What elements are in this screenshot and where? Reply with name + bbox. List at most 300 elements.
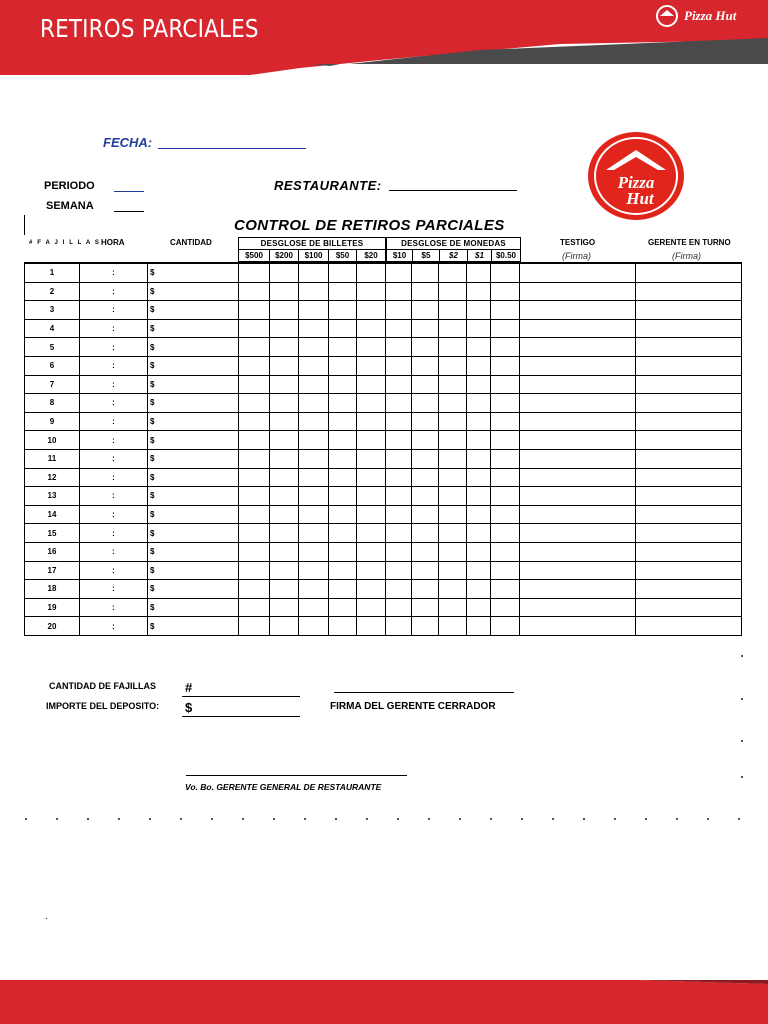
cantidad-cell[interactable]: $ <box>148 468 239 487</box>
moneda-cell[interactable] <box>467 301 491 320</box>
cantidad-cell[interactable]: $ <box>148 561 239 580</box>
moneda-cell[interactable] <box>491 338 520 357</box>
hora-cell[interactable]: : <box>80 356 148 375</box>
moneda-cell[interactable] <box>467 394 491 413</box>
moneda-cell[interactable] <box>491 412 520 431</box>
billete-cell[interactable] <box>329 598 357 617</box>
billete-cell[interactable] <box>270 449 299 468</box>
billete-cell[interactable] <box>329 412 357 431</box>
fajillas-field[interactable] <box>182 696 300 697</box>
moneda-10: $10 <box>387 250 413 262</box>
guide-dot <box>242 818 244 820</box>
testigo-cell[interactable] <box>520 617 636 636</box>
billete-cell[interactable] <box>270 431 299 450</box>
billete-cell[interactable] <box>357 561 386 580</box>
cantidad-cell[interactable]: $ <box>148 449 239 468</box>
testigo-cell[interactable] <box>520 449 636 468</box>
moneda-cell[interactable] <box>412 617 439 636</box>
billete-cell[interactable] <box>239 263 270 282</box>
billete-cell[interactable] <box>357 394 386 413</box>
billete-cell[interactable] <box>357 487 386 506</box>
moneda-cell[interactable] <box>491 542 520 561</box>
billete-cell[interactable] <box>357 412 386 431</box>
billete-cell[interactable] <box>329 431 357 450</box>
hora-cell[interactable]: : <box>80 449 148 468</box>
moneda-cell[interactable] <box>386 319 412 338</box>
moneda-cell[interactable] <box>439 263 467 282</box>
gerente-cell[interactable] <box>636 561 742 580</box>
moneda-cell[interactable] <box>439 301 467 320</box>
gerente-cell[interactable] <box>636 431 742 450</box>
billete-cell[interactable] <box>299 282 329 301</box>
moneda-cell[interactable] <box>412 338 439 357</box>
moneda-1: $1 <box>468 250 492 262</box>
guide-dot <box>490 818 492 820</box>
billete-cell[interactable] <box>357 449 386 468</box>
gerente-cell[interactable] <box>636 542 742 561</box>
vobo-line[interactable] <box>186 775 407 776</box>
billete-cell[interactable] <box>329 468 357 487</box>
moneda-cell[interactable] <box>412 356 439 375</box>
moneda-cell[interactable] <box>439 338 467 357</box>
moneda-cell[interactable] <box>412 524 439 543</box>
billete-cell[interactable] <box>270 319 299 338</box>
billete-cell[interactable] <box>357 580 386 599</box>
moneda-cell[interactable] <box>412 394 439 413</box>
gerente-cell[interactable] <box>636 505 742 524</box>
gerente-cell[interactable] <box>636 617 742 636</box>
moneda-cell[interactable] <box>386 617 412 636</box>
moneda-cell[interactable] <box>491 431 520 450</box>
billete-cell[interactable] <box>299 375 329 394</box>
moneda-cell[interactable] <box>491 524 520 543</box>
gerente-cell[interactable] <box>636 598 742 617</box>
row-number: 7 <box>25 375 80 394</box>
moneda-cell[interactable] <box>439 542 467 561</box>
testigo-cell[interactable] <box>520 561 636 580</box>
deposito-field[interactable] <box>182 716 300 717</box>
moneda-cell[interactable] <box>386 561 412 580</box>
moneda-cell[interactable] <box>491 356 520 375</box>
moneda-cell[interactable] <box>412 431 439 450</box>
cantidad-cell[interactable]: $ <box>148 598 239 617</box>
moneda-cell[interactable] <box>439 598 467 617</box>
moneda-cell[interactable] <box>439 375 467 394</box>
moneda-cell[interactable] <box>491 617 520 636</box>
moneda-cell[interactable] <box>467 263 491 282</box>
moneda-cell[interactable] <box>491 301 520 320</box>
hora-cell[interactable]: : <box>80 487 148 506</box>
moneda-cell[interactable] <box>467 487 491 506</box>
billete-cell[interactable] <box>270 338 299 357</box>
billete-cell[interactable] <box>329 301 357 320</box>
restaurante-field[interactable] <box>389 190 517 191</box>
cantidad-cell[interactable]: $ <box>148 524 239 543</box>
moneda-cell[interactable] <box>491 505 520 524</box>
billete-cell[interactable] <box>329 375 357 394</box>
billete-cell[interactable] <box>270 375 299 394</box>
semana-field[interactable] <box>114 211 144 212</box>
moneda-cell[interactable] <box>439 394 467 413</box>
moneda-cell[interactable] <box>412 263 439 282</box>
billete-cell[interactable] <box>329 319 357 338</box>
moneda-cell[interactable] <box>386 487 412 506</box>
billete-cell[interactable] <box>357 617 386 636</box>
billete-cell[interactable] <box>299 561 329 580</box>
billete-cell[interactable] <box>299 542 329 561</box>
gerente-cell[interactable] <box>636 487 742 506</box>
moneda-cell[interactable] <box>412 375 439 394</box>
moneda-cell[interactable] <box>467 617 491 636</box>
billete-cell[interactable] <box>270 524 299 543</box>
testigo-cell[interactable] <box>520 375 636 394</box>
billete-cell[interactable] <box>239 468 270 487</box>
billete-cell[interactable] <box>299 338 329 357</box>
gerente-cell[interactable] <box>636 282 742 301</box>
moneda-cell[interactable] <box>467 338 491 357</box>
billete-cell[interactable] <box>239 394 270 413</box>
billete-cell[interactable] <box>239 561 270 580</box>
moneda-cell[interactable] <box>386 263 412 282</box>
billete-cell[interactable] <box>329 449 357 468</box>
billete-cell[interactable] <box>299 468 329 487</box>
moneda-cell[interactable] <box>491 468 520 487</box>
hora-cell[interactable]: : <box>80 301 148 320</box>
billete-cell[interactable] <box>239 524 270 543</box>
moneda-cell[interactable] <box>467 561 491 580</box>
moneda-cell[interactable] <box>467 282 491 301</box>
moneda-cell[interactable] <box>386 449 412 468</box>
moneda-cell[interactable] <box>491 375 520 394</box>
testigo-cell[interactable] <box>520 505 636 524</box>
cantidad-cell[interactable]: $ <box>148 617 239 636</box>
billete-cell[interactable] <box>239 356 270 375</box>
gerente-cell[interactable] <box>636 394 742 413</box>
cantidad-cell[interactable]: $ <box>148 375 239 394</box>
moneda-cell[interactable] <box>467 356 491 375</box>
moneda-cell[interactable] <box>491 580 520 599</box>
billete-cell[interactable] <box>329 580 357 599</box>
billete-cell[interactable] <box>239 431 270 450</box>
billete-cell[interactable] <box>357 375 386 394</box>
testigo-cell[interactable] <box>520 356 636 375</box>
gerente-cell[interactable] <box>636 319 742 338</box>
hora-cell[interactable]: : <box>80 338 148 357</box>
gerente-cell[interactable] <box>636 356 742 375</box>
billete-cell[interactable] <box>270 263 299 282</box>
moneda-cell[interactable] <box>491 282 520 301</box>
moneda-cell[interactable] <box>386 580 412 599</box>
billete-cell[interactable] <box>299 431 329 450</box>
moneda-cell[interactable] <box>467 431 491 450</box>
moneda-cell[interactable] <box>467 505 491 524</box>
billete-cell[interactable] <box>270 617 299 636</box>
billete-cell[interactable] <box>329 542 357 561</box>
moneda-cell[interactable] <box>412 319 439 338</box>
hora-cell[interactable]: : <box>80 394 148 413</box>
billete-cell[interactable] <box>270 598 299 617</box>
testigo-cell[interactable] <box>520 263 636 282</box>
billete-cell[interactable] <box>357 505 386 524</box>
billete-cell[interactable] <box>329 394 357 413</box>
testigo-cell[interactable] <box>520 338 636 357</box>
cantidad-cell[interactable]: $ <box>148 394 239 413</box>
table-row <box>25 449 742 468</box>
moneda-cell[interactable] <box>467 542 491 561</box>
billete-cell[interactable] <box>357 263 386 282</box>
testigo-cell[interactable] <box>520 394 636 413</box>
billete-cell[interactable] <box>239 319 270 338</box>
testigo-cell[interactable] <box>520 319 636 338</box>
moneda-cell[interactable] <box>491 487 520 506</box>
cantidad-cell[interactable]: $ <box>148 580 239 599</box>
cantidad-cell[interactable]: $ <box>148 319 239 338</box>
moneda-cell[interactable] <box>439 412 467 431</box>
billete-cell[interactable] <box>357 542 386 561</box>
billete-cell[interactable] <box>357 468 386 487</box>
billete-cell[interactable] <box>239 412 270 431</box>
billete-cell[interactable] <box>329 487 357 506</box>
cantidad-cell[interactable]: $ <box>148 282 239 301</box>
periodo-field[interactable] <box>114 191 144 192</box>
hora-cell[interactable]: : <box>80 617 148 636</box>
billete-cell[interactable] <box>299 524 329 543</box>
billete-cell[interactable] <box>239 282 270 301</box>
billete-cell[interactable] <box>299 412 329 431</box>
moneda-cell[interactable] <box>467 375 491 394</box>
cantidad-cell[interactable]: $ <box>148 301 239 320</box>
testigo-cell[interactable] <box>520 580 636 599</box>
moneda-cell[interactable] <box>439 580 467 599</box>
billete-cell[interactable] <box>299 356 329 375</box>
billete-cell[interactable] <box>299 263 329 282</box>
hora-cell[interactable]: : <box>80 375 148 394</box>
billete-cell[interactable] <box>299 505 329 524</box>
billete-cell[interactable] <box>270 356 299 375</box>
moneda-cell[interactable] <box>467 524 491 543</box>
moneda-cell[interactable] <box>412 468 439 487</box>
testigo-cell[interactable] <box>520 542 636 561</box>
moneda-cell[interactable] <box>439 524 467 543</box>
cantidad-cell[interactable]: $ <box>148 356 239 375</box>
billete-cell[interactable] <box>329 263 357 282</box>
moneda-cell[interactable] <box>412 449 439 468</box>
testigo-cell[interactable] <box>520 431 636 450</box>
moneda-cell[interactable] <box>386 338 412 357</box>
billete-cell[interactable] <box>357 282 386 301</box>
gerente-cell[interactable] <box>636 580 742 599</box>
billete-cell[interactable] <box>299 580 329 599</box>
billete-cell[interactable] <box>270 580 299 599</box>
billete-cell[interactable] <box>239 301 270 320</box>
billete-cell[interactable] <box>357 524 386 543</box>
moneda-cell[interactable] <box>491 449 520 468</box>
moneda-cell[interactable] <box>412 561 439 580</box>
moneda-cell[interactable] <box>491 394 520 413</box>
cantidad-cell[interactable]: $ <box>148 487 239 506</box>
billete-cell[interactable] <box>329 561 357 580</box>
hora-cell[interactable]: : <box>80 542 148 561</box>
testigo-cell[interactable] <box>520 524 636 543</box>
moneda-cell[interactable] <box>491 598 520 617</box>
moneda-cell[interactable] <box>439 617 467 636</box>
moneda-cell[interactable] <box>386 356 412 375</box>
moneda-cell[interactable] <box>386 375 412 394</box>
billete-cell[interactable] <box>357 319 386 338</box>
billete-cell[interactable] <box>357 356 386 375</box>
hora-cell[interactable]: : <box>80 524 148 543</box>
moneda-cell[interactable] <box>467 598 491 617</box>
billete-cell[interactable] <box>270 412 299 431</box>
gerente-cell[interactable] <box>636 524 742 543</box>
moneda-cell[interactable] <box>386 598 412 617</box>
billete-cell[interactable] <box>239 449 270 468</box>
billete-500: $500 <box>239 250 270 262</box>
moneda-cell[interactable] <box>439 468 467 487</box>
moneda-cell[interactable] <box>412 412 439 431</box>
billete-cell[interactable] <box>299 487 329 506</box>
billete-cell[interactable] <box>329 356 357 375</box>
moneda-cell[interactable] <box>386 394 412 413</box>
billete-cell[interactable] <box>357 338 386 357</box>
moneda-cell[interactable] <box>467 468 491 487</box>
moneda-cell[interactable] <box>439 487 467 506</box>
moneda-cell[interactable] <box>439 561 467 580</box>
moneda-cell[interactable] <box>386 524 412 543</box>
billete-cell[interactable] <box>299 617 329 636</box>
gerente-cell[interactable] <box>636 375 742 394</box>
testigo-cell[interactable] <box>520 282 636 301</box>
billete-cell[interactable] <box>270 561 299 580</box>
moneda-cell[interactable] <box>439 319 467 338</box>
hora-cell[interactable]: : <box>80 263 148 282</box>
moneda-cell[interactable] <box>491 263 520 282</box>
billete-cell[interactable] <box>239 375 270 394</box>
moneda-cell[interactable] <box>412 542 439 561</box>
billete-cell[interactable] <box>270 505 299 524</box>
billete-cell[interactable] <box>270 394 299 413</box>
testigo-cell[interactable] <box>520 301 636 320</box>
moneda-cell[interactable] <box>386 431 412 450</box>
hora-cell[interactable]: : <box>80 505 148 524</box>
moneda-cell[interactable] <box>412 282 439 301</box>
moneda-cell[interactable] <box>467 412 491 431</box>
billete-cell[interactable] <box>270 542 299 561</box>
gerente-cell[interactable] <box>636 412 742 431</box>
hora-cell[interactable]: : <box>80 319 148 338</box>
gerente-cell[interactable] <box>636 263 742 282</box>
semana-label: SEMANA <box>46 200 94 212</box>
cantidad-cell[interactable]: $ <box>148 263 239 282</box>
moneda-cell[interactable] <box>386 282 412 301</box>
moneda-cell[interactable] <box>467 449 491 468</box>
moneda-cell[interactable] <box>439 505 467 524</box>
billete-cell[interactable] <box>270 487 299 506</box>
billete-cell[interactable] <box>329 524 357 543</box>
billete-cell[interactable] <box>299 319 329 338</box>
billete-cell[interactable] <box>329 505 357 524</box>
hora-cell[interactable]: : <box>80 561 148 580</box>
moneda-cell[interactable] <box>412 598 439 617</box>
moneda-cell[interactable] <box>386 412 412 431</box>
cantidad-cell[interactable]: $ <box>148 412 239 431</box>
billete-cell[interactable] <box>329 617 357 636</box>
moneda-cell[interactable] <box>439 282 467 301</box>
billete-cell[interactable] <box>329 282 357 301</box>
moneda-cell[interactable] <box>412 301 439 320</box>
moneda-cell[interactable] <box>412 487 439 506</box>
moneda-cell[interactable] <box>439 431 467 450</box>
moneda-cell[interactable] <box>386 505 412 524</box>
billete-cell[interactable] <box>239 487 270 506</box>
testigo-cell[interactable] <box>520 598 636 617</box>
moneda-cell[interactable] <box>467 319 491 338</box>
guide-dot <box>180 818 182 820</box>
moneda-cell[interactable] <box>439 449 467 468</box>
cantidad-cell[interactable]: $ <box>148 542 239 561</box>
billete-cell[interactable] <box>357 431 386 450</box>
moneda-cell[interactable] <box>467 580 491 599</box>
testigo-cell[interactable] <box>520 487 636 506</box>
moneda-cell[interactable] <box>491 319 520 338</box>
billete-cell[interactable] <box>270 301 299 320</box>
billete-cell[interactable] <box>357 598 386 617</box>
cantidad-cell[interactable]: $ <box>148 505 239 524</box>
hora-cell[interactable]: : <box>80 412 148 431</box>
billete-cell[interactable] <box>239 505 270 524</box>
hora-cell[interactable]: : <box>80 282 148 301</box>
moneda-cell[interactable] <box>386 468 412 487</box>
moneda-cell[interactable] <box>386 301 412 320</box>
billete-cell[interactable] <box>239 338 270 357</box>
billete-cell[interactable] <box>357 301 386 320</box>
billete-cell[interactable] <box>299 394 329 413</box>
monedas-title: DESGLOSE DE MONEDAS <box>387 238 520 250</box>
billete-cell[interactable] <box>299 598 329 617</box>
moneda-cell[interactable] <box>439 356 467 375</box>
gerente-cell[interactable] <box>636 338 742 357</box>
guide-dot <box>25 818 27 820</box>
hora-cell[interactable]: : <box>80 598 148 617</box>
moneda-cell[interactable] <box>386 542 412 561</box>
cantidad-cell[interactable]: $ <box>148 338 239 357</box>
cantidad-cell[interactable]: $ <box>148 431 239 450</box>
moneda-cell[interactable] <box>491 561 520 580</box>
billete-cell[interactable] <box>329 338 357 357</box>
billete-cell[interactable] <box>239 617 270 636</box>
moneda-cell[interactable] <box>412 580 439 599</box>
testigo-cell[interactable] <box>520 468 636 487</box>
hora-cell[interactable]: : <box>80 468 148 487</box>
gerente-cell[interactable] <box>636 468 742 487</box>
testigo-cell[interactable] <box>520 412 636 431</box>
moneda-cell[interactable] <box>412 505 439 524</box>
billete-cell[interactable] <box>299 301 329 320</box>
guide-dot <box>397 818 399 820</box>
billete-cell[interactable] <box>270 282 299 301</box>
gerente-cell[interactable] <box>636 449 742 468</box>
firma-gerente-line[interactable] <box>334 692 514 693</box>
hora-cell[interactable]: : <box>80 431 148 450</box>
hora-cell[interactable]: : <box>80 580 148 599</box>
billete-cell[interactable] <box>270 468 299 487</box>
billete-cell[interactable] <box>239 598 270 617</box>
billete-cell[interactable] <box>239 580 270 599</box>
gerente-cell[interactable] <box>636 301 742 320</box>
billete-cell[interactable] <box>299 449 329 468</box>
fecha-field[interactable] <box>158 148 306 149</box>
billete-cell[interactable] <box>239 542 270 561</box>
